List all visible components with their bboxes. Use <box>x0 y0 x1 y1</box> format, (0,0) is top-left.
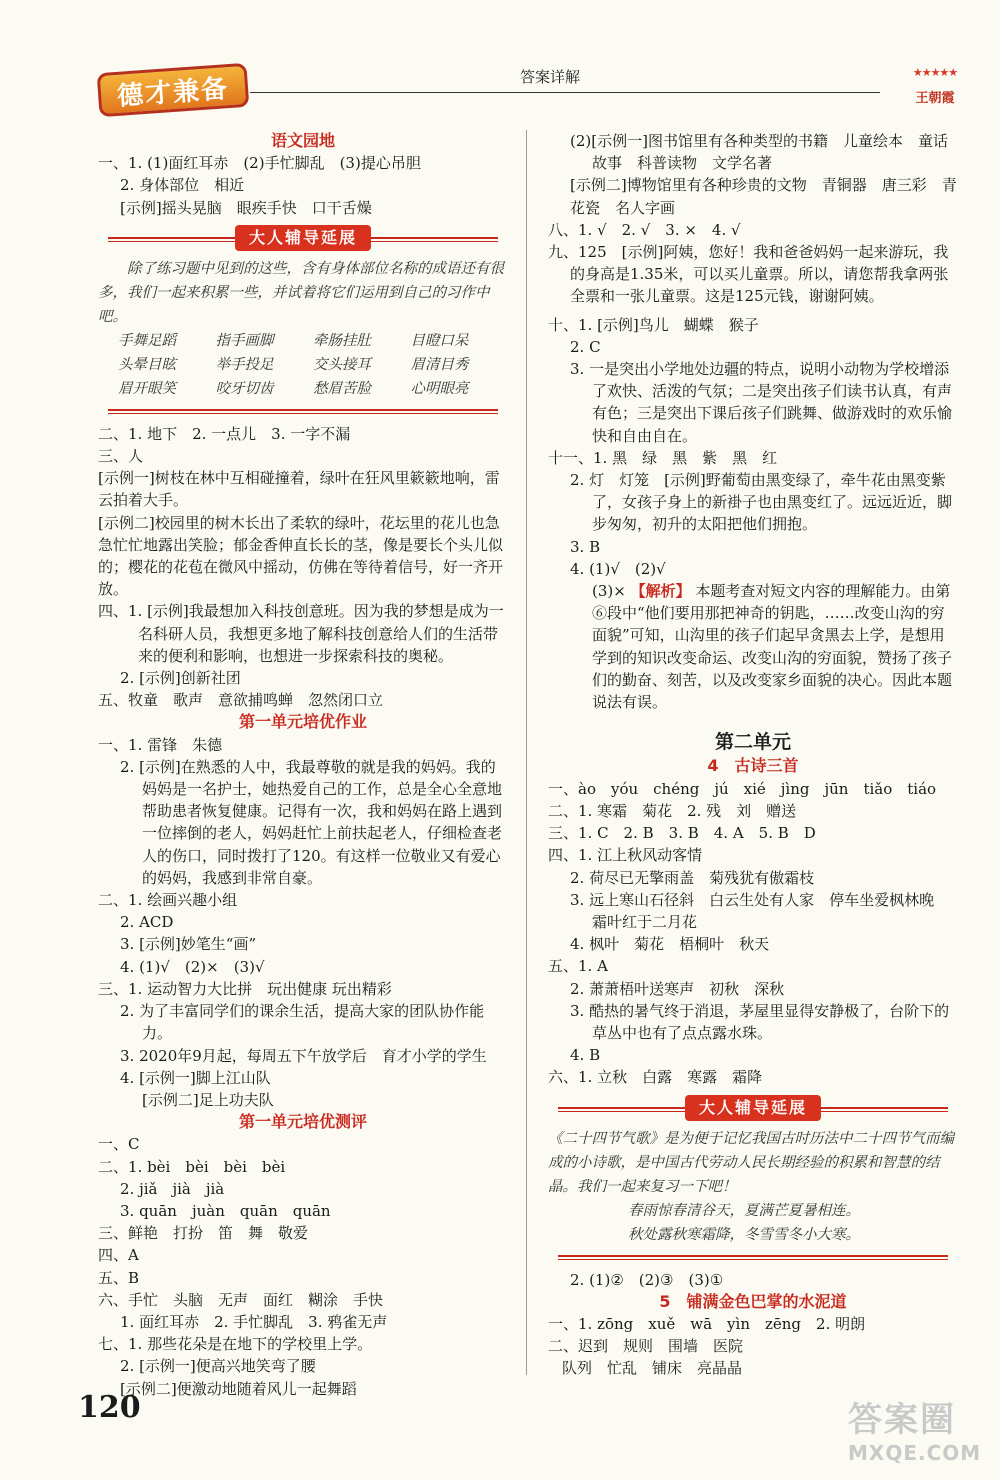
answer-line: 一、1. 雷锋 朱德 <box>98 735 223 754</box>
answer-line: 2. 萧萧梧叶送寒声 初秋 深秋 <box>570 979 785 998</box>
idiom: 眉开眼笑 <box>118 380 176 397</box>
answer-line: [示例]摇头晃脑 眼疾手快 口干舌燥 <box>120 198 372 217</box>
analysis-tag: 【解析】 <box>630 582 691 601</box>
answer-line: 2. 荷尽已无擎雨盖 菊残犹有傲霜枝 <box>570 868 815 887</box>
answer-line: 十、1. [示例]鸟儿 蝴蝶 猴子 <box>548 315 759 334</box>
answer-line: 2. 身体部位 相近 <box>120 176 245 195</box>
idiom: 头晕目眩 <box>118 356 176 373</box>
answer-line: 3. [示例]妙笔生“画” <box>120 935 257 954</box>
poem-line: 秋处露秋寒霜降，冬雪雪冬小大寒。 <box>628 1226 860 1243</box>
answer-paragraph <box>548 580 958 713</box>
answer-line: 2. [示例]创新社团 <box>120 669 241 688</box>
answer-paragraph: 3. 一是突出小学地处边疆的特点，说明小动物为学校增添了欢快、活泼的气氛；二是突出孩子们读书认真，有声有色；三是突出下课后孩子们跳舞、做游戏时的欢乐愉快和自由自在。 <box>570 360 953 445</box>
answer-paragraph: [示例二]博物馆里有各种珍贵的文物 青铜器 唐三彩 青花瓷 名人字画 <box>570 176 957 217</box>
answer-line: 2. C <box>570 337 601 356</box>
answer-line: 六、1. 立秋 白露 寒露 霜降 <box>548 1068 763 1087</box>
answer-paragraph: 2. 为了丰富同学们的课余生活，提高大家的团队协作能力。 <box>120 1002 485 1043</box>
idiom: 愁眉苦脸 <box>313 380 371 397</box>
extension-text: 《二十四节气歌》是为便于记忆我国古时历法中二十四节气而编成的小诗歌，是中国古代劳动人民长期经验的积累和智慧的结晶。我们一起来复习一下吧！ <box>548 1130 954 1195</box>
section-title-yuwen: 语文园地 <box>270 131 335 150</box>
right-column <box>548 130 958 1380</box>
answer-line: [示例二]便激动地随着风儿一起舞蹈 <box>120 1379 357 1398</box>
answer-line: 二、1. 绘画兴趣小组 <box>98 891 238 910</box>
answer-line: 三、1. 运动智力大比拼 玩出健康 玩出精彩 <box>98 979 392 998</box>
answer-line: 一、1. zōng xuě wā yìn zēng 2. 明朗 <box>548 1314 866 1333</box>
answer-line: 五、1. A <box>548 957 608 976</box>
lesson-title: 5 铺满金色巴掌的水泥道 <box>659 1291 847 1311</box>
answer-paragraph: 3. 酷热的暑气终于消退，茅屋里显得安静极了，台阶下的草丛中也有了点点露水珠。 <box>570 1001 950 1042</box>
answer-paragraph: 2. 灯 灯笼 [示例]野葡萄由黑变绿了，牵牛花由黑变紫了，女孩子身上的新褂子也由黑变红了。远远近近，脚步匆匆，初升的太阳把他们拥抱。 <box>570 471 953 534</box>
answer-line: 4. [示例一]脚上江山队 <box>120 1068 271 1087</box>
answer-paragraph: [示例一]树枝在林中互相碰撞着，绿叶在狂风里簌簌地响，雷云拍着大手。 <box>98 469 500 510</box>
answer-line: 一、ào yóu chéng jú xié jìng jūn tiǎo tiáo <box>548 779 937 798</box>
answer-paragraph: [示例二]校园里的树木长出了柔软的绿叶，花坛里的花儿也急急忙忙地露出笑脸；郁金香伸直长长的茎，像是要长个头儿似的；樱花的花苞在微风中摇动，仿佛在等待着信号，好一齐开放。 <box>98 513 504 599</box>
section-title-test: 第一单元培优测评 <box>238 1112 367 1132</box>
answer-line: 三、人 <box>98 447 144 466</box>
answer-line: 八、1. √ 2. √ 3. × 4. √ <box>548 220 741 239</box>
answer-line: 队列 忙乱 铺床 亮晶晶 <box>562 1359 743 1378</box>
answer-line: [示例二]足上功夫队 <box>142 1090 274 1109</box>
extension-banner <box>548 1093 958 1123</box>
watermark <box>848 1392 981 1465</box>
answer-line: 2. ACD <box>120 913 174 932</box>
publisher-badge <box>900 66 970 122</box>
banner-label: 大人辅导延展 <box>235 225 371 251</box>
extension-banner <box>98 223 508 253</box>
answer-line: 十一、1. 黑 绿 黑 紫 黑 红 <box>548 448 778 467</box>
poem-line: 春雨惊春清谷天，夏满芒夏暑相连。 <box>628 1202 860 1219</box>
brand-logo: 德才兼备 <box>97 63 250 117</box>
header-rule <box>250 92 880 93</box>
answer-mark: (3)× <box>592 582 626 601</box>
answer-line: 一、C <box>98 1135 140 1154</box>
answer-line: 五、B <box>98 1268 140 1287</box>
analysis-text: 本题考查对短文内容的理解能力。由第⑥段中“他们要用那把神奇的钥匙，……改变山沟的穷面貌”可知，山沟里的孩子们起早贪黑去上学，是想用学到的知识改变命运、改变山沟的穷面貌，赞扬了孩子们的勤奋、刻苦，以及改变家乡面貌的决心。因此本题说法有误。 <box>592 582 953 712</box>
extension-bottom-rule <box>548 1251 958 1265</box>
answer-line: 二、1. 地下 2. 一点儿 3. 一字不漏 <box>98 424 351 443</box>
answer-paragraph: (2)[示例一]图书馆里有各种类型的书籍 儿童绘本 童话故事 科普读物 文学名著 <box>570 132 948 173</box>
idiom: 牵肠挂肚 <box>313 332 371 349</box>
banner-label: 大人辅导延展 <box>685 1095 821 1121</box>
idiom: 心明眼亮 <box>410 380 469 397</box>
answer-paragraph: 九、125 [示例]阿姨，您好！我和爸爸妈妈一起来游玩，我的身高是1.35米，可以买儿童票。所以，请您帮我拿两张全票和一张儿童票。这是125元钱，谢谢阿姨。 <box>548 243 949 306</box>
answer-line: 4. 枫叶 菊花 梧桐叶 秋天 <box>570 935 770 954</box>
lesson-title: 4 古诗三首 <box>707 756 799 776</box>
idiom: 目瞪口呆 <box>410 332 469 349</box>
idiom: 手舞足蹈 <box>118 332 176 349</box>
extension-box <box>98 257 508 401</box>
extension-box <box>548 1127 958 1247</box>
page-number: 120 <box>78 1390 141 1425</box>
answer-line: 2. (1)② (2)③ (3)① <box>570 1270 724 1289</box>
answer-line: 四、1. 江上秋风动客情 <box>548 846 703 865</box>
answer-line: 3. quān juàn quān quān <box>120 1201 331 1220</box>
answer-line: 三、鲜艳 打扮 笛 舞 敬爱 <box>98 1224 309 1243</box>
watermark-text: 答案圈 <box>848 1400 956 1440</box>
idiom-grid <box>98 329 508 401</box>
column-divider <box>526 130 527 1375</box>
page-header-title: 答案详解 <box>519 68 580 86</box>
answer-paragraph: 四、1. [示例]我最想加入科技创意班。因为我的梦想是成为一名科研人员，我想更多地了解科技创意给人们的生活带来的便利和影响，也想进一步探索科技的奥秘。 <box>98 602 504 665</box>
answer-line: 二、1. bèi bèi bèi bèi <box>98 1157 286 1176</box>
answer-line: 五、牧童 歌声 意欲捕鸣蝉 忽然闭口立 <box>98 691 384 710</box>
section-title-homework: 第一单元培优作业 <box>238 712 367 732</box>
answer-line: 3. B <box>570 537 601 556</box>
answer-line: 4. (1)√ (2)× (3)√ <box>120 957 265 976</box>
stars-icon: ★★★★★ <box>912 66 958 79</box>
answer-line: 1. 面红耳赤 2. 手忙脚乱 3. 鸦雀无声 <box>120 1312 388 1331</box>
answer-line: 四、A <box>98 1246 139 1265</box>
watermark-url: MXQE.COM <box>848 1441 982 1465</box>
answer-line: 4. B <box>570 1046 601 1065</box>
idiom: 咬牙切齿 <box>215 380 274 397</box>
answer-paragraph: 3. 远上寒山石径斜 白云生处有人家 停车坐爱枫林晚 霜叶红于二月花 <box>570 890 950 931</box>
answer-line: 3. 2020年9月起，每周五下午放学后 育才小学的学生 <box>120 1046 487 1065</box>
extension-text: 除了练习题中见到的这些，含有身体部位名称的成语还有很多，我们一起来积累一些，并试着将它们运用到自己的习作中吧。 <box>98 260 504 325</box>
answer-line: 4. (1)√ (2)√ <box>570 559 666 578</box>
answer-line: 2. jiǎ jià jià <box>120 1179 225 1198</box>
left-column <box>98 130 508 1400</box>
answer-line: 六、手忙 头脑 无声 面红 糊涂 手快 <box>98 1290 384 1309</box>
idiom: 眉清目秀 <box>410 356 469 373</box>
idiom: 交头接耳 <box>313 356 371 373</box>
extension-bottom-rule <box>98 405 508 419</box>
answer-line: 2. [示例一]便高兴地笑弯了腰 <box>120 1357 316 1376</box>
answer-line: 七、1. 那些花朵是在地下的学校里上学。 <box>98 1335 373 1354</box>
answer-line: 二、1. 寒霜 菊花 2. 残 刘 赠送 <box>548 801 797 820</box>
answer-line: 二、迟到 规则 围墙 医院 <box>548 1337 744 1356</box>
answer-line: 三、1. C 2. B 3. B 4. A 5. B D <box>548 824 816 843</box>
answer-paragraph: 2. [示例]在熟悉的人中，我最尊敬的就是我的妈妈。我的妈妈是一名护士，她热爱自己的工作，总是全心全意地帮助患者恢复健康。记得有一次，我和妈妈在路上遇到一位摔倒的老人，妈妈赶忙上前扶起老人，仔细检查老人的伤口，同时拨打了120。有这样一位敬业又有爱心的妈妈，我感到非常自豪。 <box>120 757 503 887</box>
unit-title: 第二单元 <box>714 731 791 754</box>
idiom: 指手画脚 <box>215 332 274 349</box>
publisher-name: 王朝霞 <box>915 91 955 106</box>
idiom: 举手投足 <box>215 356 274 373</box>
answer-line: 一、1. (1)面红耳赤 (2)手忙脚乱 (3)提心吊胆 <box>98 154 421 173</box>
